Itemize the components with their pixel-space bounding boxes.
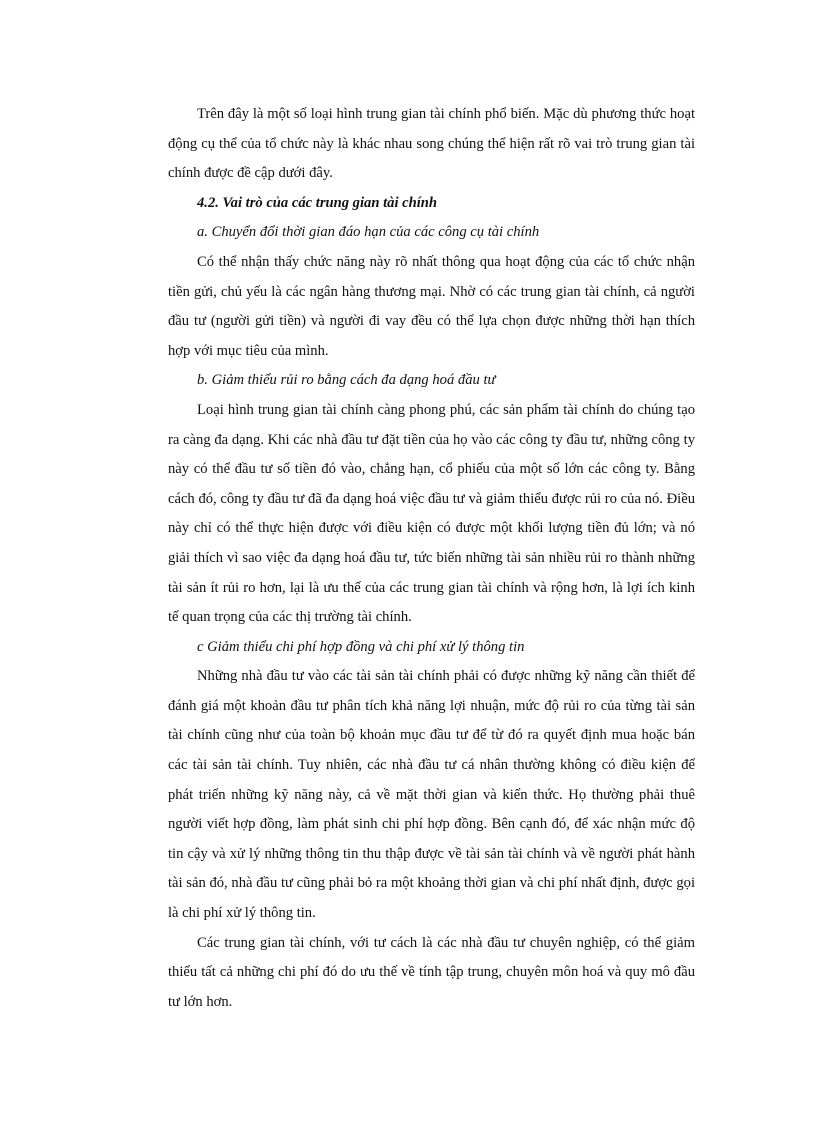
subsection-a-paragraph: Có thể nhận thấy chức năng này rõ nhất thông qua hoạt động của các tổ chức nhận tiền gửi, chủ yếu là các ngân hàng thương mại. Nhờ có các trung gian tài chính, cả người đầu tư (người gửi tiền) và người đi vay đều có thể lựa chọn được những thời hạn thích hợp với mục tiêu của mình. — [168, 253, 695, 359]
intro-paragraph: Trên đây là một số loại hình trung gian tài chính phổ biến. Mặc dù phương thức hoạt động cụ thể của tổ chức này là khác nhau song chúng thể hiện rất rõ vai trò trung gian tài chính được đề cập dưới đây. — [168, 106, 695, 182]
section-heading: 4.2. Vai trò của các trung gian tài chính — [197, 194, 438, 211]
subsection-c-paragraph-1: Những nhà đầu tư vào các tài sản tài chính phải có được những kỹ năng cần thiết để đánh giá một khoản đầu tư phân tích khả năng lợi nhuận, mức độ rủi ro của từng tài sản tài chính cũng như của toàn bộ khoản mục đầu tư để từ đó ra quyết định mua hoặc bán các tài sản tài chính. Tuy nhiên, các nhà đầu tư cá nhân thường không có điều kiện để phát triển những kỹ năng này, cả về mặt thời gian và kiến thức. Họ thường phải thuê người viết hợp đồng, làm phát sinh chi phí hợp đồng. Bên cạnh đó, để xác nhận mức độ tin cậy và xử lý những thông tin thu thập được về tài sản tài chính và về người phát hành tài sản đó, nhà đầu tư cũng phải bỏ ra một khoảng thời gian và chi phí nhất định, được gọi là chi phí xử lý thông tin. — [168, 668, 695, 922]
subsection-c-title: c Giảm thiểu chi phí hợp đồng và chi phí xử lý thông tin — [197, 638, 525, 655]
subsection-c-paragraph-2: Các trung gian tài chính, với tư cách là các nhà đầu tư chuyên nghiệp, có thể giảm thiểu tất cả những chi phí đó do ưu thế về tính tập trung, chuyên môn hoá và quy mô đầu tư lớn hơn. — [168, 934, 695, 1010]
subsection-b-paragraph: Loại hình trung gian tài chính càng phong phú, các sản phẩm tài chính do chúng tạo ra càng đa dạng. Khi các nhà đầu tư đặt tiền của họ vào các công ty đầu tư, những công ty này có thể đầu tư số tiền đó vào, chẳng hạn, cổ phiếu của một số lớn các công ty. Bằng cách đó, công ty đầu tư đã đa dạng hoá việc đầu tư và giảm thiểu được rủi ro của nó. Điều này chỉ có thể thực hiện được với điều kiện có được một khối lượng tiền đủ lớn; và nó giải thích vì sao việc đa dạng hoá đầu tư, tức biến những tài sản nhiều rủi ro thành những tài sản ít rủi ro hơn, lại là ưu thế của các trung gian tài chính và rộng hơn, là lợi ích kinh tế quan trọng của các thị trường tài chính. — [168, 401, 695, 626]
subsection-a-title: a. Chuyển đổi thời gian đáo hạn của các công cụ tài chính — [197, 224, 540, 241]
document-body — [168, 100, 695, 1017]
subsection-b-title: b. Giảm thiểu rủi ro bằng cách đa dạng hoá đầu tư — [197, 372, 496, 389]
